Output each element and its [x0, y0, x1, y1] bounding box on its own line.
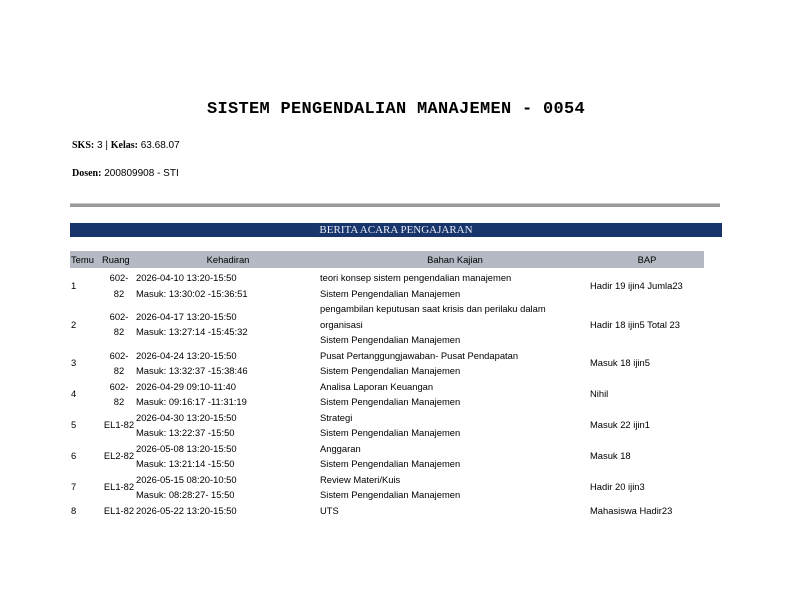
kehadiran-line: Masuk: 13:27:14 -15:45:32	[136, 326, 248, 338]
table-row	[70, 269, 704, 301]
bahan-line: Sistem Pengendalian Manajemen	[320, 365, 461, 376]
cell-temu: 1	[71, 279, 77, 291]
bahan-line: Sistem Pengendalian Manajemen	[320, 427, 461, 438]
cell-temu: 4	[71, 388, 77, 400]
dosen-line	[72, 168, 179, 179]
bahan-line: Anggaran	[320, 442, 361, 454]
table-row	[70, 441, 704, 472]
dosen-value: 200809908 - STI	[101, 168, 179, 179]
cell-bahan-kajian	[320, 379, 590, 410]
cell-kehadiran	[136, 441, 320, 472]
page-title: SISTEM PENGENDALIAN MANAJEMEN - 0054	[206, 100, 586, 119]
kelas-value: 63.68.07	[137, 140, 180, 151]
cell-kehadiran	[136, 269, 320, 301]
kehadiran-line: 2026-04-30 13:20-15:50	[136, 411, 237, 423]
kelas-label: Kelas:	[110, 140, 138, 151]
bahan-line: pengambilan keputusan saat krisis dan perilaku dalam	[320, 303, 546, 314]
table-row	[70, 503, 704, 519]
sks-label: SKS:	[72, 140, 95, 151]
cell-bap: Mahasiswa Hadir23	[590, 504, 673, 516]
cell-bahan-kajian	[320, 301, 590, 348]
kehadiran-line: 2026-05-08 13:20-15:50	[136, 442, 237, 454]
cell-ruang	[102, 301, 136, 348]
cell-temu: 2	[71, 318, 77, 330]
cell-bahan-kajian	[320, 472, 590, 503]
cell-temu: 5	[71, 419, 77, 431]
bahan-line: Sistem Pengendalian Manajemen	[320, 458, 461, 469]
ruang-line: EL1-82	[103, 504, 135, 516]
bahan-line: Sistem Pengendalian Manajemen	[320, 287, 461, 299]
kehadiran-line: 2026-05-15 08:20-10:50	[136, 473, 237, 485]
cell-bap: Hadir 19 ijin4 Jumla23	[590, 279, 683, 291]
ruang-line: 602-	[109, 272, 129, 283]
cell-kehadiran	[136, 410, 320, 441]
cell-bap: Masuk 18 ijin5	[590, 357, 650, 369]
table-row	[70, 472, 704, 503]
cell-ruang	[102, 503, 136, 519]
kehadiran-line: Masuk: 13:30:02 -15:36:51	[136, 287, 248, 299]
kehadiran-line: Masuk: 13:22:37 -15:50	[136, 427, 235, 438]
bahan-line: Pusat Pertanggungjawaban- Pusat Pendapatan	[320, 349, 519, 361]
bahan-line: Sistem Pengendalian Manajemen	[320, 396, 461, 407]
attendance-table	[70, 251, 704, 518]
table-row	[70, 348, 704, 379]
cell-bap: Masuk 18	[590, 450, 631, 462]
kehadiran-line: Masuk: 09:16:17 -11:31:19	[136, 396, 247, 407]
bahan-line: Sistem Pengendalian Manajemen	[320, 489, 461, 500]
header-temu: Temu	[70, 251, 102, 269]
kehadiran-line: Masuk: 13:21:14 -15:50	[136, 458, 235, 469]
cell-temu: 3	[71, 357, 77, 369]
header-kehadiran: Kehadiran	[136, 251, 320, 269]
cell-bap: Masuk 22 ijin1	[590, 419, 650, 431]
cell-temu: 8	[71, 504, 77, 516]
bahan-line: UTS	[320, 504, 339, 516]
bahan-line: Analisa Laporan Keuangan	[320, 380, 434, 392]
dosen-label: Dosen:	[72, 168, 102, 179]
kehadiran-line: Masuk: 13:32:37 -15:38:46	[136, 365, 248, 376]
cell-ruang	[102, 379, 136, 410]
bahan-line: teori konsep sistem pengendalian manajemen	[320, 272, 512, 283]
header-bap: BAP	[590, 251, 704, 269]
cell-bahan-kajian	[320, 503, 590, 519]
ruang-line: 82	[113, 365, 125, 376]
ruang-line: EL2-82	[103, 450, 135, 462]
kehadiran-line: Masuk: 08:28:27- 15:50	[136, 489, 235, 500]
section-banner: BERITA ACARA PENGAJARAN	[70, 223, 722, 237]
cell-bahan-kajian	[320, 348, 590, 379]
cell-bahan-kajian	[320, 441, 590, 472]
kehadiran-line: 2026-04-17 13:20-15:50	[136, 310, 237, 322]
ruang-line: 602-	[109, 349, 129, 361]
ruang-line: 82	[113, 396, 125, 407]
table-body	[70, 269, 704, 518]
ruang-line: EL1-82	[103, 419, 135, 431]
kehadiran-line: 2026-04-24 13:20-15:50	[136, 349, 237, 361]
ruang-line: 602-	[109, 310, 129, 322]
ruang-line: 602-	[109, 380, 129, 392]
cell-ruang	[102, 472, 136, 503]
header-bahan-kajian: Bahan Kajian	[320, 251, 590, 269]
cell-kehadiran	[136, 472, 320, 503]
table-row	[70, 410, 704, 441]
ruang-line: 82	[113, 326, 125, 338]
cell-bahan-kajian	[320, 269, 590, 301]
table-header-row	[70, 251, 704, 269]
cell-bahan-kajian	[320, 410, 590, 441]
cell-temu: 6	[71, 450, 77, 462]
kehadiran-line: 2026-04-29 09:10-11:40	[136, 380, 236, 392]
cell-ruang	[102, 410, 136, 441]
bahan-line: Sistem Pengendalian Manajemen	[320, 334, 461, 345]
cell-ruang	[102, 348, 136, 379]
kehadiran-line: 2026-04-10 13:20-15:50	[136, 272, 237, 283]
table-row	[70, 301, 704, 348]
cell-kehadiran	[136, 503, 320, 519]
table-row	[70, 379, 704, 410]
cell-temu: 7	[71, 481, 77, 493]
cell-ruang	[102, 269, 136, 301]
sks-kelas-line	[72, 140, 180, 151]
cell-kehadiran	[136, 379, 320, 410]
cell-bap: Hadir 18 ijin5 Total 23	[590, 318, 680, 330]
ruang-line: EL1-82	[103, 481, 135, 493]
cell-kehadiran	[136, 301, 320, 348]
cell-bap: Hadir 20 ijin3	[590, 481, 645, 493]
bahan-line: organisasi	[320, 318, 363, 330]
cell-ruang	[102, 441, 136, 472]
header-ruang: Ruang	[102, 251, 136, 269]
bahan-line: Review Materi/Kuis	[320, 473, 401, 485]
ruang-line: 82	[113, 287, 125, 299]
sks-value: 3 |	[94, 140, 111, 151]
kehadiran-line: 2026-05-22 13:20-15:50	[136, 504, 237, 516]
cell-bap: Nihil	[590, 388, 609, 400]
bahan-line: Strategi	[320, 411, 353, 423]
divider	[70, 203, 720, 207]
cell-kehadiran	[136, 348, 320, 379]
